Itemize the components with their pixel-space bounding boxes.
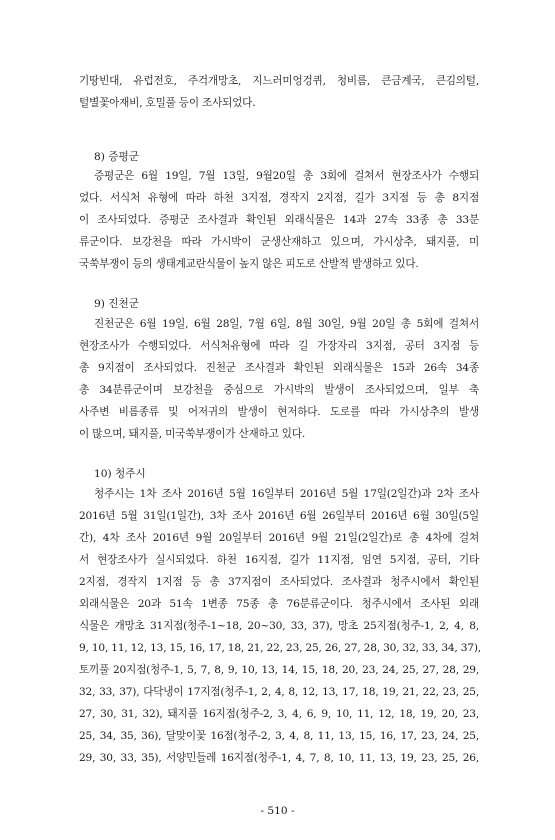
text-line: 서 현장조사가 실시되었다. 하천 16지점, 길가 11지점, 임연 5지점, 공터, 기타 [79, 554, 479, 566]
section-heading: 9) 진천군 [94, 298, 139, 310]
section-heading: 8) 증평군 [94, 151, 139, 163]
text-line: 간), 4차 조사 2016년 9월 20일부터 2016년 9월 21일(2일간)로 총 4차에 걸쳐 [79, 532, 479, 544]
text-line: 진천군은 6월 19일, 6월 28일, 7월 6일, 8월 30일, 9월 20일 총 5회에 걸쳐서 [94, 318, 479, 330]
text-line: 29, 30, 33, 35), 서양민들레 16지점(청주-1, 4, 7, 8, 10, 11, 13, 19, 23, 25, 26, [79, 752, 479, 764]
text-line: 이 조사되었다. 증평군 조사결과 확인된 외래식물은 14과 27속 33종 총 33분 [79, 214, 479, 226]
text-line: 총 34분류군이며 보강천을 중심으로 가시박의 발생이 조사되었으며, 일부 축 [79, 384, 479, 396]
section-paragraph [79, 483, 479, 769]
text-line: 총 9지점이 조사되었다. 진천군 조사결과 확인된 외래식물은 15과 26속 34종 [79, 362, 479, 374]
text-line: 기땅빈대, 유럽전호, 주걱개망초, 지느러미엉겅퀴, 청비름, 큰금계국, 큰김의털, [79, 75, 479, 87]
text-line: 25, 34, 35, 36), 달맞이꽃 16점(청주-2, 3, 4, 8, 11, 13, 15, 16, 17, 23, 24, 25, [79, 730, 479, 742]
text-line: 32, 33, 37), 다닥냉이 17지점(청주-1, 2, 4, 8, 12, 13, 17, 18, 19, 21, 22, 23, 25, [79, 686, 479, 698]
text-line: 국쑥부쟁이 등의 생태계교란식물이 높지 않은 피도로 산발적 발생하고 있다. [79, 258, 419, 270]
text-line: 털별꽃아재비, 호밀풀 등이 조사되었다. [79, 97, 256, 109]
text-line: 었다. 서식처 유형에 따라 하천 3지점, 경작지 2지점, 길가 3지점 등 총 8지점 [79, 192, 479, 204]
text-line: 증평군은 6월 19일, 7월 13일, 9월20일 총 3회에 걸쳐서 현장조사가 수행되 [94, 170, 479, 182]
text-line: 토끼풀 20지점(청주-1, 5, 7, 8, 9, 10, 13, 14, 15, 18, 20, 23, 24, 25, 27, 28, 29, [79, 664, 479, 676]
section-paragraph [79, 313, 479, 445]
text-line: 현장조사가 수행되었다. 서식처유형에 따라 길 가장자리 3지점, 공터 3지점 등 [79, 340, 479, 352]
section-paragraph [79, 165, 479, 275]
text-line: 9, 10, 11, 12, 13, 15, 16, 17, 18, 21, 22, 23, 25, 26, 27, 28, 30, 32, 33, 34, 37), [79, 642, 481, 654]
intro-paragraph [79, 70, 479, 114]
text-line: 류군이다. 보강천을 따라 가시박이 군생산재하고 있으며, 가시상추, 돼지풀, 미 [79, 236, 479, 248]
text-line: 식물은 개망초 31지점(청주-1~18, 20~30, 33, 37), 망초 25지점(청주-1, 2, 4, 8, [79, 620, 479, 632]
text-line: 2016년 5월 31일(1일간), 3차 조사 2016년 6월 26일부터 2016년 6월 30일(5일 [79, 510, 479, 522]
text-line: 외래식물은 20과 51속 1변종 75종 총 76분류군이다. 청주시에서 조사된 외래 [79, 598, 479, 610]
text-line: 이 많으며, 돼지풀, 미국쑥부쟁이가 산재하고 있다. [79, 428, 306, 440]
page-number: - 510 - [260, 805, 295, 817]
text-line: 2지점, 경작지 1지점 등 총 37지점이 조사되었다. 조사결과 청주시에서 확인된 [79, 576, 479, 588]
text-line: 청주시는 1차 조사 2016년 5월 16일부터 2016년 5월 17일(2일간)과 2차 조사 [94, 488, 479, 500]
text-line: 27, 30, 31, 32), 돼지풀 16지점(청주-2, 3, 4, 6, 9, 10, 11, 12, 18, 19, 20, 23, [79, 708, 479, 720]
section-heading: 10) 청주시 [94, 468, 146, 480]
text-line: 사주변 비름종류 및 어저귀의 발생이 현저하다. 도로를 따라 가시상추의 발생 [79, 406, 479, 418]
